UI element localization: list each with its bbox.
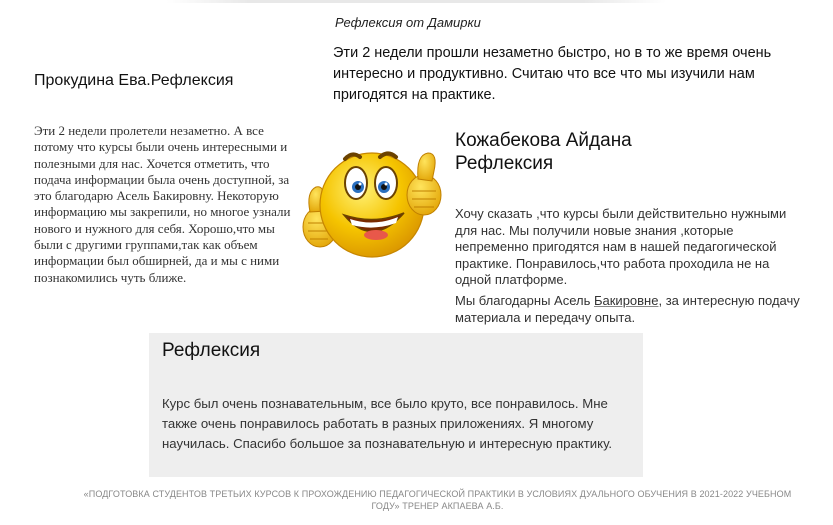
damirka-reflection-title: Рефлексия от Дамирки: [335, 15, 481, 30]
eva-reflection-title: Прокудина Ева.Рефлексия: [34, 72, 234, 89]
aida-reflection-title: [455, 129, 755, 175]
thumbs-up-smiley-icon: [300, 137, 445, 267]
footer-caption: «ПОДГОТОВКА СТУДЕНТОВ ТРЕТЬИХ КУРСОВ К ПРОХОЖДЕНИЮ ПЕДАГОГИЧЕСКОЙ ПРАКТИКИ В УСЛОВИЯХ ДУАЛЬНОГО ОБУЧЕНИЯ В 2021-2022 УЧЕБНОМ ГОДУ» ТРЕНЕР АКПАЕВА А.Б.: [83, 489, 792, 511]
aida-name: Кожабекова Айдана: [455, 130, 632, 151]
aida-p2-start: Мы благодарны Асель: [455, 293, 594, 308]
damirka-reflection-text: Эти 2 недели прошли незаметно быстро, но в то же время очень интересно и продуктивно. Считаю что все что мы изучили нам пригодятся на практике.: [333, 45, 772, 103]
aida-heading: Рефлексия: [455, 153, 554, 174]
aida-p2-underlined: Бакировне: [593, 293, 659, 308]
reflection-text: Курс был очень познавательным, все было круто, все понравилось. Мне также очень понравилось работать в разных приложениях. Я многому научилась. Спасибо большое за познавательную и интересную практику.: [162, 396, 613, 451]
aida-p2-end: , за интересную подачу материала и передачу опыта.: [455, 293, 800, 325]
aida-paragraph-2: [455, 293, 800, 326]
eva-reflection-text: Эти 2 недели пролетели незаметно. А все потому что курсы были очень интересными и полезными для нас. Хочется отметить, что подача информации была очень доступной, за это благодарю Асель Бакировну. Некоторую информацию мы закрепили, но многое узнали нового и нужного для себя. Хорошо,что мы были с другими группами,так как объем информации был обширней, да и мы с ними познакомились чуть ближе.: [34, 123, 291, 285]
aida-paragraph-1: Хочу сказать ,что курсы были действительно нужными для нас. Мы получили новые знания ,которые непременно пригодятся нам в нашей педагогической практике. Понравилось,что работа проходила не на одной платформе.: [455, 206, 787, 287]
top-border: [0, 0, 833, 3]
reflection-title: Рефлексия: [162, 340, 261, 361]
